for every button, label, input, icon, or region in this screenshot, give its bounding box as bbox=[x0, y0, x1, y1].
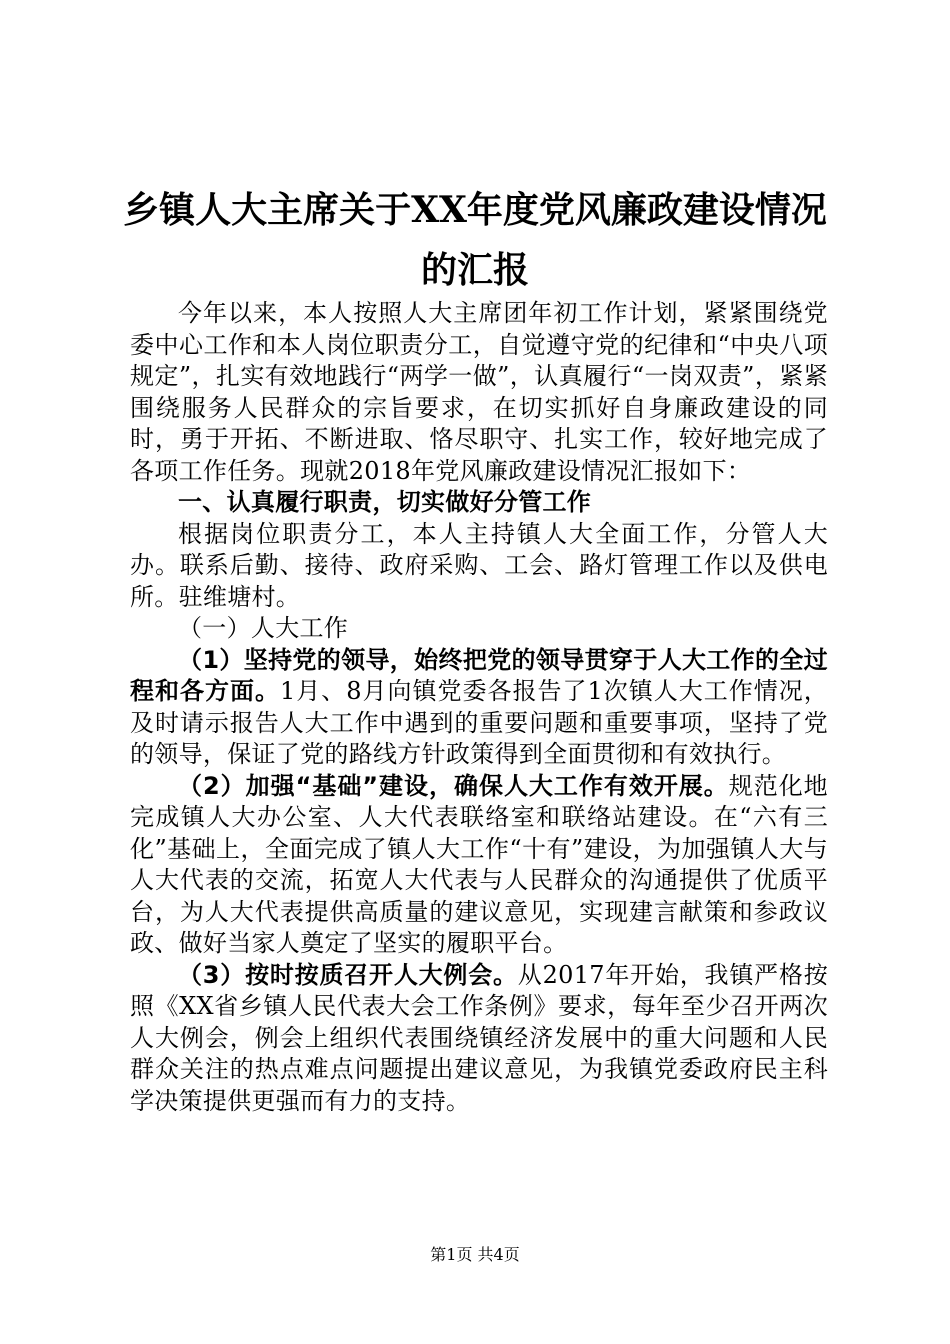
item-1-text: 1月、8月向镇党委各报告了1次镇人大工作情况，及时请示报告人大工作中遇到的重要问题和重要事项，坚持了党的领导，保证了党的路线方针政策得到全面贯彻和有效执行。 bbox=[130, 677, 828, 768]
intro-paragraph: 今年以来，本人按照人大主席团年初工作计划，紧紧围绕党委中心工作和本人岗位职责分工，自觉遵守党的纪律和“中央八项规定”，扎实有效地践行“两学一做”，认真履行“一岗双责”，紧紧围绕服务人民群众的宗旨要求，在切实抓好自身廉政建设的同时，勇于开拓、不断进取、恪尽职守、扎实工作，较好地完成了各项工作任务。现就2018年党风廉政建设情况汇报如下： bbox=[130, 299, 828, 485]
section-1-heading: 一、认真履行职责，切实做好分管工作 bbox=[178, 488, 592, 516]
item-2-lead: （2）加强“基础”建设，确保人大工作有效开展。 bbox=[178, 771, 729, 800]
item-3-text: 从2017年开始，我镇严格按照《XX省乡镇人民代表大会工作条例》要求，每年至少召开两次人大例会，例会上组织代表围绕镇经济发展中的重大问题和人民群众关注的热点难点问题提出建议意见，为我镇党委政府民主科学决策提供更强而有力的支持。 bbox=[130, 960, 828, 1115]
item-1-paragraph bbox=[130, 645, 828, 771]
page-number: 第1页 共4页 bbox=[430, 1245, 520, 1264]
document-title bbox=[110, 180, 840, 300]
document-body bbox=[130, 298, 828, 1117]
section-1-paragraph: 根据岗位职责分工，本人主持镇人大全面工作，分管人大办。联系后勤、接待、政府采购、工会、路灯管理工作以及供电所。驻维塘村。 bbox=[130, 519, 828, 611]
subsection-1-heading: （一）人大工作 bbox=[178, 614, 349, 642]
title-line-1: 乡镇人大主席关于XX年度党风廉政建设情况 bbox=[123, 189, 827, 231]
item-3-paragraph bbox=[130, 960, 828, 1118]
item-2-paragraph bbox=[130, 771, 828, 960]
title-line-2: 的汇报 bbox=[420, 249, 529, 291]
item-2-text: 规范化地完成镇人大办公室、人大代表联络室和联络站建设。在“六有三化”基础上，全面完成了镇人大工作“十有”建设，为加强镇人大与人大代表的交流，拓宽人大代表与人民群众的沟通提供了优质平台，为人大代表提供高质量的建议意见，实现建言献策和参政议政、做好当家人奠定了坚实的履职平台。 bbox=[130, 771, 828, 957]
item-1-lead: （1）坚持党的领导，始终把党的领导贯穿于人大工作的全过程和各方面。 bbox=[130, 645, 828, 705]
page-footer bbox=[0, 1245, 950, 1265]
item-3-lead: （3）按时按质召开人大例会。 bbox=[178, 960, 518, 989]
